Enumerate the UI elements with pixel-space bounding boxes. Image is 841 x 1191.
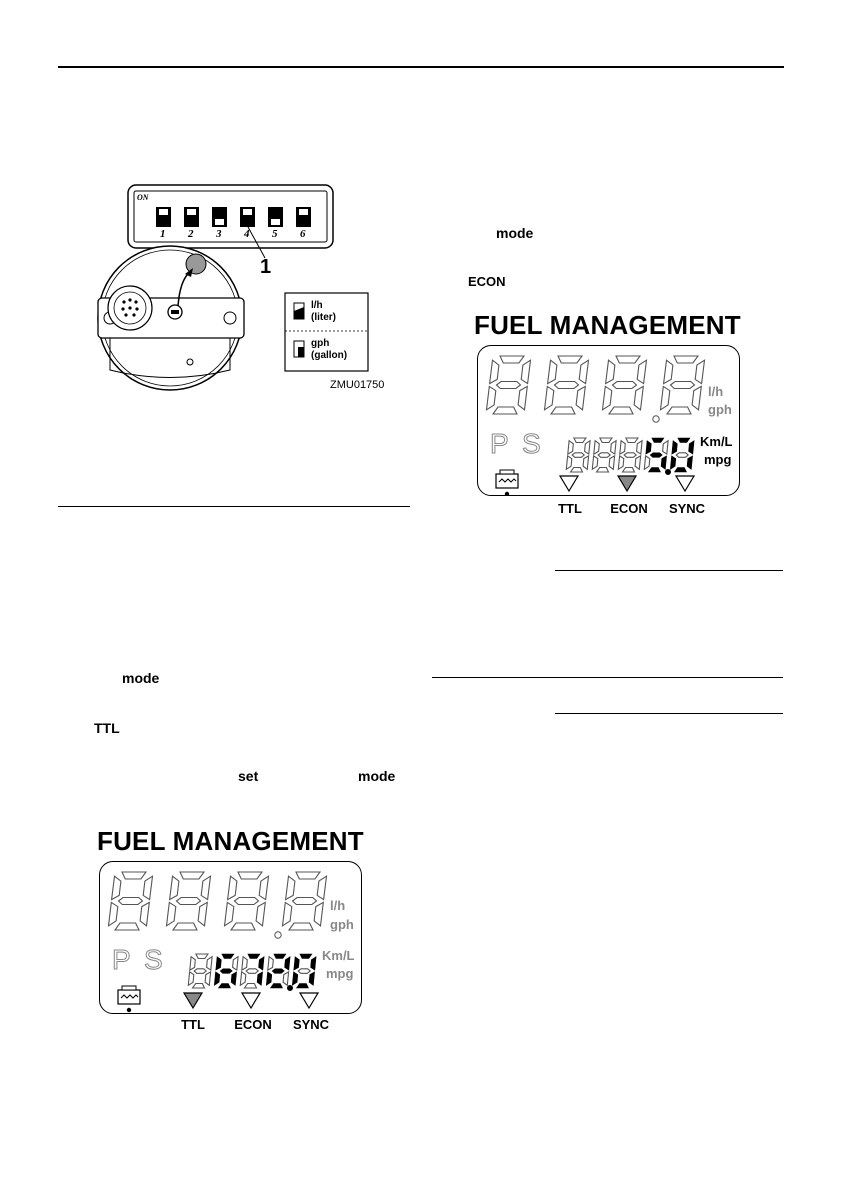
display-ttl-unit-lh: l/h — [330, 898, 346, 913]
dip-number-6: 6 — [300, 228, 306, 240]
dip-number-1: 1 — [160, 228, 166, 240]
legend-lh: l/h — [311, 300, 323, 311]
display-econ-p: P — [490, 428, 509, 459]
display-ttl-main-digit-4 — [283, 872, 327, 930]
display-ttl-ind-ttl: TTL — [181, 1017, 205, 1032]
display-econ-main-digits — [478, 346, 739, 495]
display-econ-triangle-ttl — [560, 476, 578, 491]
legend-liter: (liter) — [311, 312, 336, 323]
display-ttl-s: S — [144, 944, 163, 975]
display-ttl-value-digit-4 — [266, 954, 290, 988]
display-econ-fuel-icon — [496, 470, 518, 495]
display-econ-triangle-econ — [618, 476, 636, 491]
display-econ-ind-econ: ECON — [610, 501, 648, 516]
display-econ-unit-lh: l/h — [708, 384, 724, 399]
legend-gph: gph — [311, 338, 330, 349]
display-econ-title: FUEL MANAGEMENT — [474, 310, 741, 340]
display-ttl-value-digit-1 — [188, 954, 212, 988]
display-ttl-ind-econ: ECON — [234, 1017, 272, 1032]
display-ttl-triangle-ttl — [184, 993, 202, 1008]
top-rule — [58, 66, 784, 68]
display-econ-triangle-sync — [676, 476, 694, 491]
display-ttl-p: P — [112, 944, 131, 975]
dip-switch-figure — [90, 180, 400, 400]
dip-on-label: ON — [137, 193, 149, 202]
display-econ-indicator-row — [557, 474, 757, 494]
dip-number-3: 3 — [216, 228, 222, 240]
display-econ-main-decimal — [653, 416, 659, 422]
display-ttl-main-digit-3 — [225, 872, 269, 930]
callout-number: 1 — [260, 256, 272, 278]
display-econ-s: S — [522, 428, 541, 459]
keyword-mode-2: mode — [358, 768, 396, 784]
display-econ-main-digit-4 — [661, 356, 705, 414]
display-econ-main-digit-3 — [603, 356, 647, 414]
display-econ-main-digit-2 — [545, 356, 589, 414]
keyword-mode-1: mode — [122, 670, 160, 686]
dip-number-4: 4 — [244, 228, 250, 240]
display-econ-value-digit-4 — [644, 438, 668, 472]
display-ttl-value-digit-2 — [214, 954, 238, 988]
keyword-mode-right: mode — [496, 225, 534, 241]
display-econ-ind-sync: SYNC — [668, 501, 706, 516]
keyword-econ-right: ECON — [468, 274, 506, 289]
display-ttl-fuel-icon — [118, 986, 140, 1012]
display-econ-main-digit-1 — [487, 356, 531, 414]
display-econ-unit-mpg: mpg — [704, 452, 732, 467]
display-ttl-unit-gph: gph — [330, 917, 354, 932]
display-ttl-main-digit-1 — [109, 872, 153, 930]
display-econ-value-digit-1 — [566, 438, 590, 472]
display-ttl-main-digit-2 — [167, 872, 211, 930]
gauge-illustration — [90, 180, 400, 400]
right-rule-3 — [555, 713, 783, 714]
keyword-set: set — [238, 768, 259, 784]
legend-gallon: (gallon) — [311, 350, 348, 361]
dip-number-2: 2 — [188, 228, 194, 240]
right-rule-2 — [432, 677, 783, 678]
display-econ-value-digit-5 — [670, 438, 694, 472]
right-rule-1 — [555, 570, 783, 571]
display-econ-unit-gph: gph — [708, 402, 732, 417]
display-econ-unit-kml: Km/L — [700, 434, 733, 449]
display-ttl-triangle-sync — [300, 993, 318, 1008]
figure-code: ZMU01750 — [330, 379, 385, 391]
display-ttl-ind-sync: SYNC — [292, 1017, 330, 1032]
display-ttl-value-digit-3 — [240, 954, 264, 988]
display-ttl-unit-mpg: mpg — [326, 966, 354, 981]
display-ttl-main-decimal — [275, 932, 281, 938]
display-ttl-unit-kml: Km/L — [322, 948, 355, 963]
left-section-rule — [58, 506, 410, 507]
display-econ-ind-ttl: TTL — [558, 501, 582, 516]
display-ttl-title: FUEL MANAGEMENT — [97, 826, 364, 856]
display-ttl-value-digit-5 — [292, 954, 316, 988]
keyword-ttl: TTL — [94, 720, 120, 736]
display-ttl-indicator-row — [181, 991, 381, 1011]
display-econ-value-digit-2 — [592, 438, 616, 472]
dip-number-5: 5 — [272, 228, 278, 240]
display-ttl-value-decimal — [288, 986, 293, 991]
display-econ-value-digit-3 — [618, 438, 642, 472]
display-ttl-triangle-econ — [242, 993, 260, 1008]
